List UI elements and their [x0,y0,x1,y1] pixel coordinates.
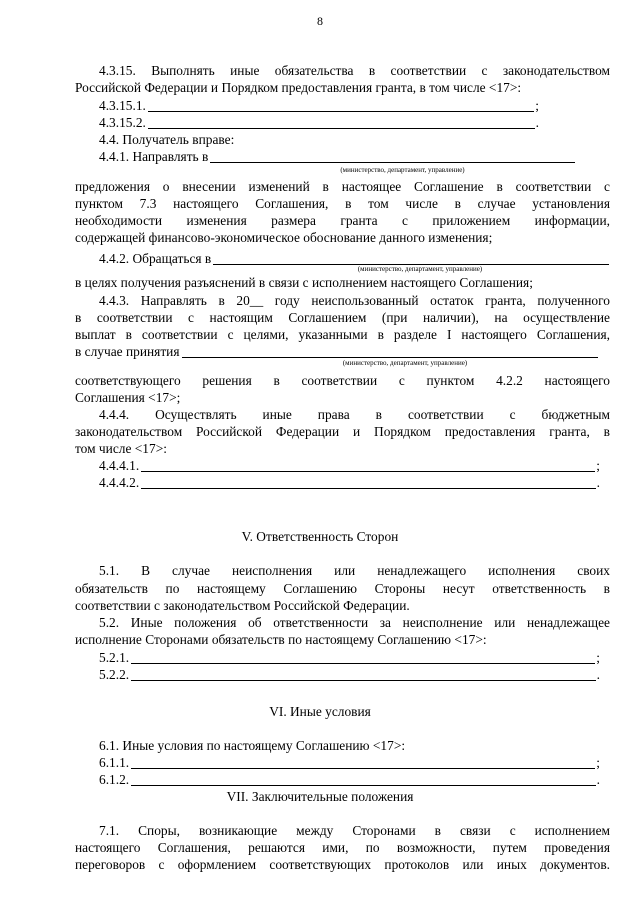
clause-4-4-4-line-3: том числе <17>: [75,441,167,456]
blank-line [141,458,595,472]
field-hint: (министерство, департамент, управление) [342,359,468,367]
blank-line [131,772,596,786]
subclause-number: 4.3.15.2. [99,115,146,130]
clause-4-4-1-line-3: необходимости изменения размера гранта с приложением информации, [75,213,610,228]
clause-4-4: 4.4. Получатель вправе: [99,132,235,147]
clause-4-4-4-1-blank: 4.4.4.1. ; [99,458,600,473]
field-hint: (министерство, департамент, управление) [357,265,483,273]
blank-line [213,251,609,265]
clause-5-1-line-2: обязательств по настоящему Соглашению Стороны несут ответственность в [75,581,610,596]
blank-line [131,755,595,769]
clause-6-1-1-blank: 6.1.1. ; [99,755,600,770]
section-6-heading: VI. Иные условия [269,704,371,719]
clause-4-4-3-line-1: 4.4.3. Направлять в 20__ году неиспользованный остаток гранта, полученного [99,293,610,308]
clause-5-2-2-blank: 5.2.2. . [99,667,600,682]
blank-line [148,98,534,112]
clause-4-4-3-line-5: Соглашения <17>; [75,390,181,405]
clause-5-1-line-1: 5.1. В случае неисполнения или ненадлежащего исполнения своих [99,563,610,578]
clause-4-4-1-line-1: предложения о внесении изменений в настоящее Соглашение в соответствии с [75,179,610,194]
clause-4-4-1-line-2: пунктом 7.3 настоящего Соглашения, в том числе в случае установления [75,196,610,211]
blank-line [148,115,535,129]
clause-4-4-4-line-2: законодательством Российской Федерации и Порядком предоставления гранта, в [75,424,610,439]
clause-7-1-line-3: переговоров с оформлением соответствующих протоколов или иных документов. [75,857,610,872]
clause-4-4-3-line-4: соответствующего решения в соответствии с пунктом 4.2.2 настоящего [75,373,610,388]
clause-6-1: 6.1. Иные условия по настоящему Соглашению <17>: [99,738,406,753]
blank-line [182,344,599,358]
clause-4-4-1-line-4: содержащей финансово-экономическое обоснование данного изменения; [75,230,493,245]
blank-line [131,667,596,681]
clause-4-4-2-line-1: в целях получения разъяснений в связи с исполнением настоящего Соглашения; [75,275,533,290]
clause-4-3-15-1-blank: 4.3.15.1. ; [99,98,539,113]
clause-7-1-line-2: настоящего Соглашения, решаются ими, по возможности, путем проведения [75,840,610,855]
clause-7-1-line-1: 7.1. Споры, возникающие между Сторонами в связи с исполнением [99,823,610,838]
clause-4-3-15-line-1: 4.3.15. Выполнять иные обязательства в соответствии с законодательством [99,63,610,78]
blank-line [141,475,595,489]
clause-4-4-4-2-blank: 4.4.4.2. . [99,475,600,490]
clause-4-3-15-line-2: Российской Федерации и Порядком предоставления гранта, в том числе <17>: [75,80,522,95]
blank-line [131,650,595,664]
clause-5-2-1-blank: 5.2.1. ; [99,650,600,665]
section-5-heading: V. Ответственность Сторон [241,529,399,544]
clause-6-1-2-blank: 6.1.2. . [99,772,600,787]
clause-5-2-line-2: исполнение Сторонами обязательств по настоящему Соглашению <17>: [75,632,487,647]
section-7-heading: VII. Заключительные положения [226,789,414,804]
blank-line [210,149,575,163]
clause-4-4-2-blank: 4.4.2. Обращаться в [99,250,610,267]
field-hint: (министерство, департамент, управление) [340,166,465,174]
subclause-number: 4.3.15.1. [99,98,146,113]
clause-5-2-line-1: 5.2. Иные положения об ответственности за неисполнение или ненадлежащее [99,615,610,630]
clause-4-4-1-blank: 4.4.1. Направлять в [99,148,576,165]
clause-4-4-3-blank: в случае принятия [75,343,599,360]
clause-4-4-4-line-1: 4.4.4. Осуществлять иные права в соответствии с бюджетным [99,407,610,422]
clause-4-3-15-2-blank: 4.3.15.2. . [99,115,539,130]
clause-5-1-line-3: соответствии с законодательством Российской Федерации. [75,598,410,613]
page-number: 8 [317,14,323,28]
clause-4-4-3-line-3: выплат в соответствии с целями, указанными в разделе I настоящего Соглашения, [75,327,610,342]
clause-4-4-3-line-2: в соответствии с настоящим Соглашением (при наличии), на осуществление [75,310,610,325]
